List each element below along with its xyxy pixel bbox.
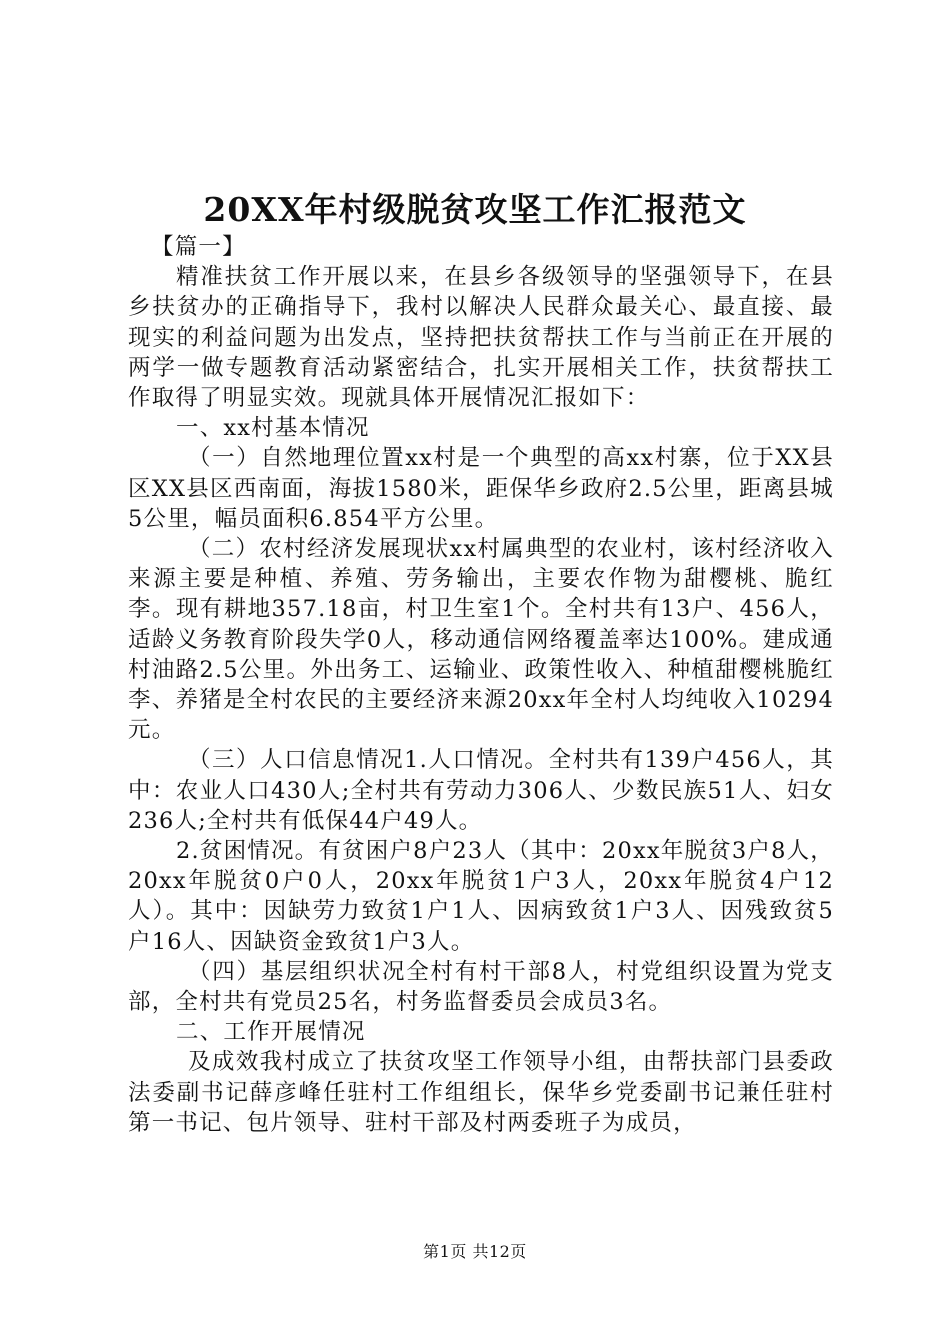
heading-basic-situation: 一、xx村基本情况 xyxy=(176,415,370,442)
paragraph-economy: （二）农村经济发展现状xx村属典型的农业村，该村经济收入来源主要是种植、养殖、劳务输出，主要农作物为甜樱桃、脆红李。现有耕地357.18亩，村卫生室1个。全村共有13户、456人，适龄义务教育阶段失学0人，移动通信网络覆盖率达100%。建成通村油路2.5公里。外出务工、运输业、政策性收入、种植甜樱桃脆红李、养猪是全村农民的主要经济来源20xx年全村人均纯收入10294元。 xyxy=(128,536,834,744)
paragraph-population: （三）人口信息情况1.人口情况。全村共有139户456人，其中：农业人口430人;全村共有劳动力306人、少数民族51人、妇女236人;全村共有低保44户49人。 xyxy=(128,747,834,834)
paragraph-results: 及成效我村成立了扶贫攻坚工作领导小组，由帮扶部门县委政法委副书记薛彦峰任驻村工作组组长，保华乡党委副书记兼任驻村第一书记、包片领导、驻村干部及村两委班子为成员， xyxy=(128,1049,834,1136)
document-body xyxy=(128,232,834,1138)
paragraph-poverty: 2.贫困情况。有贫困户8户23人（其中：20xx年脱贫3户8人，20xx年脱贫0户0人，20xx年脱贫1户3人，20xx年脱贫4户12人）。其中：因缺劳力致贫1户1人、因病致贫1户3人、因残致贫5户16人、因缺资金致贫1户3人。 xyxy=(128,838,834,955)
heading-work-progress: 二、工作开展情况 xyxy=(176,1019,366,1046)
paragraph-intro: 精准扶贫工作开展以来，在县乡各级领导的坚强领导下，在县乡扶贫办的正确指导下，我村以解决人民群众最关心、最直接、最现实的利益问题为出发点，坚持把扶贫帮扶工作与当前正在开展的两学一做专题教育活动紧密结合，扎实开展相关工作，扶贫帮扶工作取得了明显实效。现就具体开展情况汇报如下： xyxy=(128,264,834,412)
page-number: 第1页 共12页 xyxy=(423,1242,527,1261)
paragraph-geography: （一）自然地理位置xx村是一个典型的高xx村寨，位于XX县区XX县区西南面，海拔1580米，距保华乡政府2.5公里，距离县城5公里，幅员面积6.854平方公里。 xyxy=(128,445,834,532)
paragraph-organization: （四）基层组织状况全村有村干部8人，村党组织设置为党支部，全村共有党员25名，村务监督委员会成员3名。 xyxy=(128,958,834,1016)
section-marker: 【篇一】 xyxy=(151,234,246,260)
document-title: 20XX年村级脱贫攻坚工作汇报范文 xyxy=(203,190,747,229)
